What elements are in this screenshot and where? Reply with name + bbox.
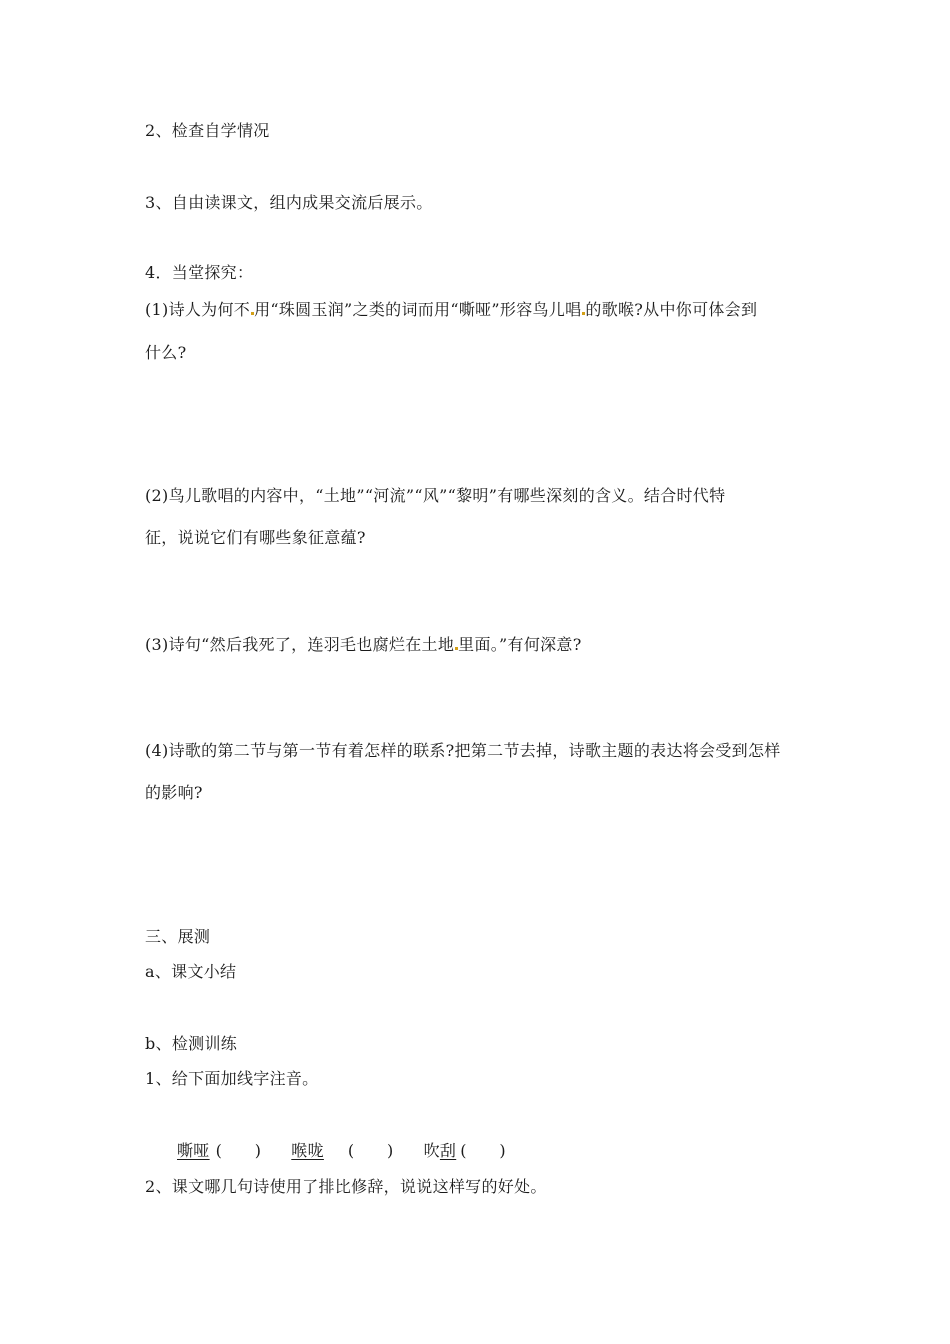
question-4-line-2: 的影响? xyxy=(145,783,203,802)
exercise-2-prompt: 2、课文哪几句诗使用了排比修辞，说说这样写的好处。 xyxy=(145,1177,547,1196)
question-1-line-1 xyxy=(145,300,757,320)
exercise-1-words xyxy=(177,1141,506,1161)
question-1-text-b: 用“珠圆玉润”之类的词而用“嘶哑”形容鸟儿唱 xyxy=(254,300,582,319)
answer-blank-2: ( ) xyxy=(347,1141,394,1160)
question-1-line-2: 什么? xyxy=(145,343,187,362)
pinyin-word-3-prefix: 吹 xyxy=(423,1141,440,1160)
pinyin-word-3: 刮 xyxy=(439,1141,457,1160)
pinyin-word-1: 嘶哑 xyxy=(177,1141,210,1160)
question-3-text-a: (3)诗句“然后我死了，连羽毛也腐烂在土地 xyxy=(145,635,455,654)
exercise-1-prompt: 1、给下面加线字注音。 xyxy=(145,1069,319,1088)
free-read-line: 3、自由读课文，组内成果交流后展示。 xyxy=(145,193,433,212)
question-4-line-1: (4)诗歌的第二节与第一节有着怎样的联系?把第二节去掉，诗歌主题的表达将会受到怎样 xyxy=(145,741,781,760)
pinyin-word-2: 喉咙 xyxy=(291,1141,324,1160)
question-2-line-1: (2)鸟儿歌唱的内容中，“土地”“河流”“风”“黎明”有哪些深刻的含义。结合时代特 xyxy=(145,486,726,505)
answer-blank-1: ( ) xyxy=(215,1141,262,1160)
section-3-heading: 三、展测 xyxy=(145,927,211,946)
answer-blank-3: ( ) xyxy=(460,1141,506,1160)
question-3-line xyxy=(145,635,582,655)
question-2-line-2: 征，说说它们有哪些象征意蕴? xyxy=(145,528,366,547)
sub-item-b: b、检测训练 xyxy=(145,1034,238,1053)
explore-heading: 4．当堂探究： xyxy=(145,263,254,282)
question-3-text-b: 里面。”有何深意? xyxy=(458,635,582,654)
check-selfstudy-line: 2、检查自学情况 xyxy=(145,121,270,140)
question-1-text-a: (1)诗人为何不 xyxy=(145,300,251,319)
question-1-text-c: 的歌喉?从中你可体会到 xyxy=(585,300,758,319)
sub-item-a: a、课文小结 xyxy=(145,962,237,981)
